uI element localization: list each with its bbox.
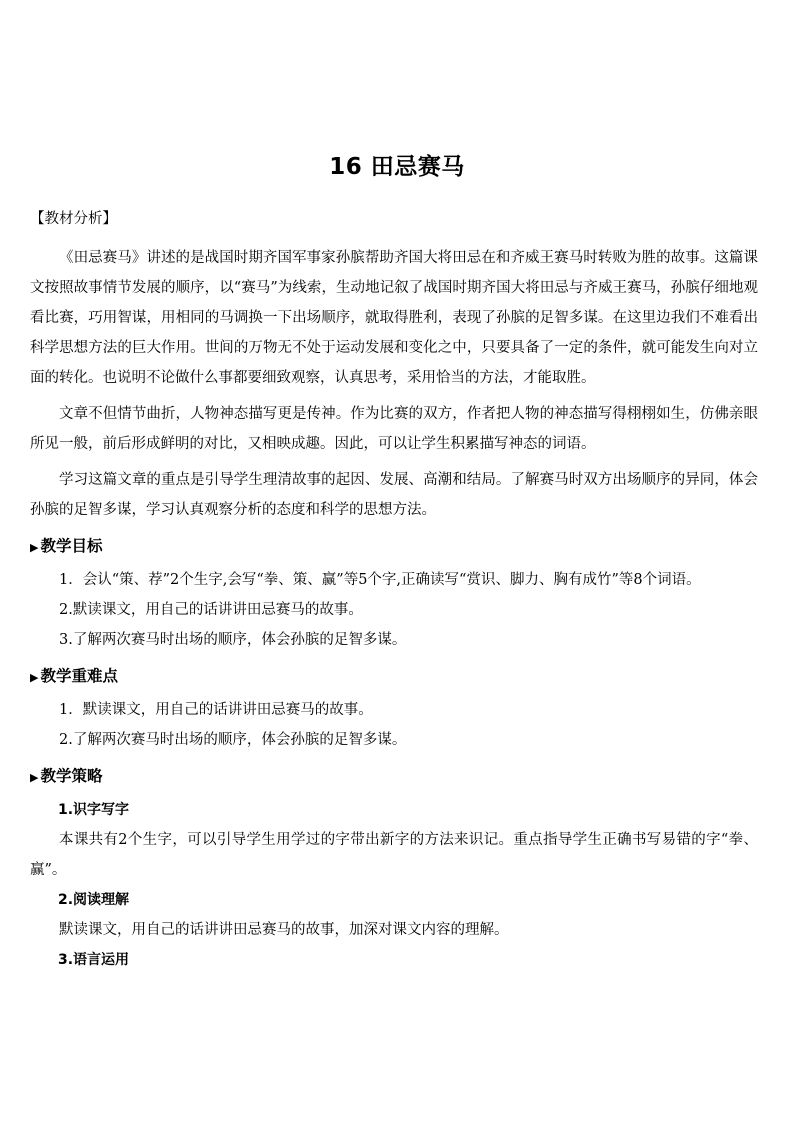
- triangle-bullet-icon: ▶: [30, 671, 39, 684]
- section-label-analysis: 【教材分析】: [30, 211, 117, 227]
- section-heading-text: 教学重难点: [40, 667, 118, 685]
- section-heading-strategy: [30, 761, 758, 793]
- strategy-subheading: 3.语言运用: [58, 952, 130, 968]
- section-heading-goals: [30, 531, 758, 563]
- section-heading-text: 教学目标: [40, 537, 103, 555]
- section-heading-key-points: [30, 661, 758, 693]
- key-point-item: 2.了解两次赛马时出场的顺序，体会孙膑的足智多谋。: [59, 732, 407, 748]
- goal-item: 2.默读课文，用自己的话讲讲田忌赛马的故事。: [59, 602, 363, 618]
- analysis-paragraph: 《田忌赛马》讲述的是战国时期齐国军事家孙膑帮助齐国大将田忌在和齐威王赛马时转败为胜的故事。这篇课文按照故事情节发展的顺序，以“赛马”为线索，生动地记叙了战国时期齐国大将田忌与齐威王赛马，孙膑仔细地观看比赛，巧用智谋，用相同的马调换一下出场顺序，就取得胜利，表现了孙膑的足智多谋。在这里边我们不难看出科学思想方法的巨大作用。世间的万物无不处于运动发展和变化之中，只要具备了一定的条件，就可能发生向对立面的转化。也说明不论做什么事都要细致观察，认真思考，采用恰当的方法，才能取胜。: [30, 250, 758, 386]
- strategy-text: 本课共有2个生字，可以引导学生用学过的字带出新字的方法来识记。重点指导学生正确书写易错的字“拳、赢”。: [30, 832, 758, 878]
- strategy-subheading: 1.识字写字: [58, 802, 130, 818]
- goal-item: 1．会认“策、荐”2个生字,会写“拳、策、赢”等5个字,正确读写“赏识、脚力、胸有成竹”等8个词语。: [59, 572, 701, 588]
- section-heading-text: 教学策略: [40, 767, 103, 785]
- key-point-item: 1．默读课文，用自己的话讲讲田忌赛马的故事。: [59, 702, 373, 718]
- triangle-bullet-icon: ▶: [30, 541, 39, 554]
- strategy-text: 默读课文，用自己的话讲讲田忌赛马的故事，加深对课文内容的理解。: [59, 922, 509, 938]
- analysis-paragraph: 学习这篇文章的重点是引导学生理清故事的起因、发展、高潮和结局。了解赛马时双方出场顺序的异同，体会孙膑的足智多谋，学习认真观察分析的态度和科学的思想方法。: [30, 472, 758, 518]
- goal-item: 3.了解两次赛马时出场的顺序，体会孙膑的足智多谋。: [59, 632, 407, 648]
- triangle-bullet-icon: ▶: [30, 771, 39, 784]
- document-body: [30, 205, 758, 975]
- strategy-subheading: 2.阅读理解: [58, 892, 130, 908]
- analysis-paragraph: 文章不但情节曲折，人物神态描写更是传神。作为比赛的双方，作者把人物的神态描写得栩栩如生，仿佛亲眼所见一般，前后形成鲜明的对比，又相映成趣。因此，可以让学生积累描写神态的词语。: [30, 406, 758, 452]
- page-title: 16 田忌赛马: [329, 154, 465, 180]
